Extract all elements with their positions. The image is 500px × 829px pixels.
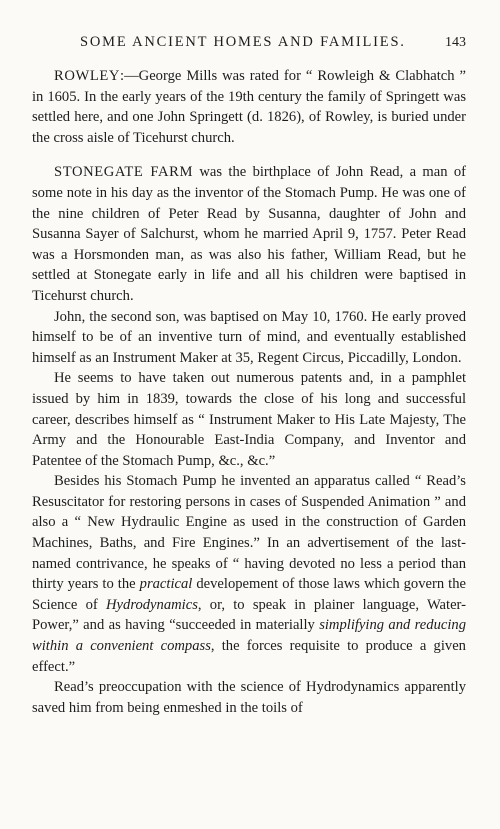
paragraph-preoccupation: Read’s preoccupation with the science of Hydrodynamics apparently saved him from being enmeshed in the toils of (32, 679, 466, 716)
running-title: SOME ANCIENT HOMES AND FAMILIES. (80, 34, 406, 50)
page-number: 143 (445, 35, 466, 50)
paragraph-patents: He seems to have taken out numerous patents and, in a pamphlet issued by him in 1839, towards the close of his long and successful career, describes himself as “ Instrument Maker to His Late Majesty, The Army and the Honourable East-India Company, and Inventor and Patentee of the Stomach Pump, &c., &c.” (32, 370, 466, 469)
italic-text: simplifying and reducing within a convenient compass (32, 617, 466, 655)
section-lead: STONEGATE FARM (54, 164, 194, 181)
paragraph-text: , or, to speak in plainer language, Water-Power,” and as having “succeeded in materially (32, 596, 466, 634)
paragraph-rowley (32, 66, 466, 148)
body-text (32, 66, 466, 718)
paragraph-inventions (32, 471, 466, 677)
paragraph-spacer (32, 148, 466, 162)
italic-text: Hydrodynamics (106, 596, 198, 613)
paragraph-text: was the birthplace of John Read, a man of some note in his day as the inventor of the Stomach Pump. He was one of the nine children of Peter Read by Susanna, daughter of John and Susanna Sayer of Salchurst, whom he married April 9, 1757. Peter Read was a Horsmonden man, as was also his father, William Read, but he settled at Stonegate early in life and all his children were baptised in Ticehurst church. (32, 164, 466, 304)
italic-text: practical (139, 576, 193, 593)
section-lead: ROWLEY (54, 68, 121, 84)
paragraph-text: :—George Mills was rated for “ Rowleigh & Clabhatch ” in 1605. In the early years of the 19th century the family of Springett was settled here, and one John Springett (d. 1826), of Rowley, is buried under the cross aisle of Ticehurst church. (32, 68, 466, 146)
paragraph-text: , the forces requisite to produce a given effect.” (32, 638, 466, 675)
paragraph-john: John, the second son, was baptised on May 10, 1760. He early proved himself to be of an inventive turn of mind, and eventually established himself as an Instrument Maker at 35, Regent Circus, Piccadilly, London. (32, 308, 466, 366)
running-header (32, 34, 466, 54)
paragraph-text: Besides his Stomach Pump he invented an apparatus called “ Read’s Resuscitator for restoring persons in cases of Suspended Animation ” and also a “ New Hydraulic Engine as used in the construction of Garden Machines, Baths, and Fire Engines.” In an advertisement of the last-named contrivance, he speaks of “ having devoted no less a period than thirty years to the (32, 473, 466, 593)
paragraph-stonegate (32, 162, 466, 306)
paragraph-text: developement of those laws which govern the Science of (32, 576, 467, 613)
